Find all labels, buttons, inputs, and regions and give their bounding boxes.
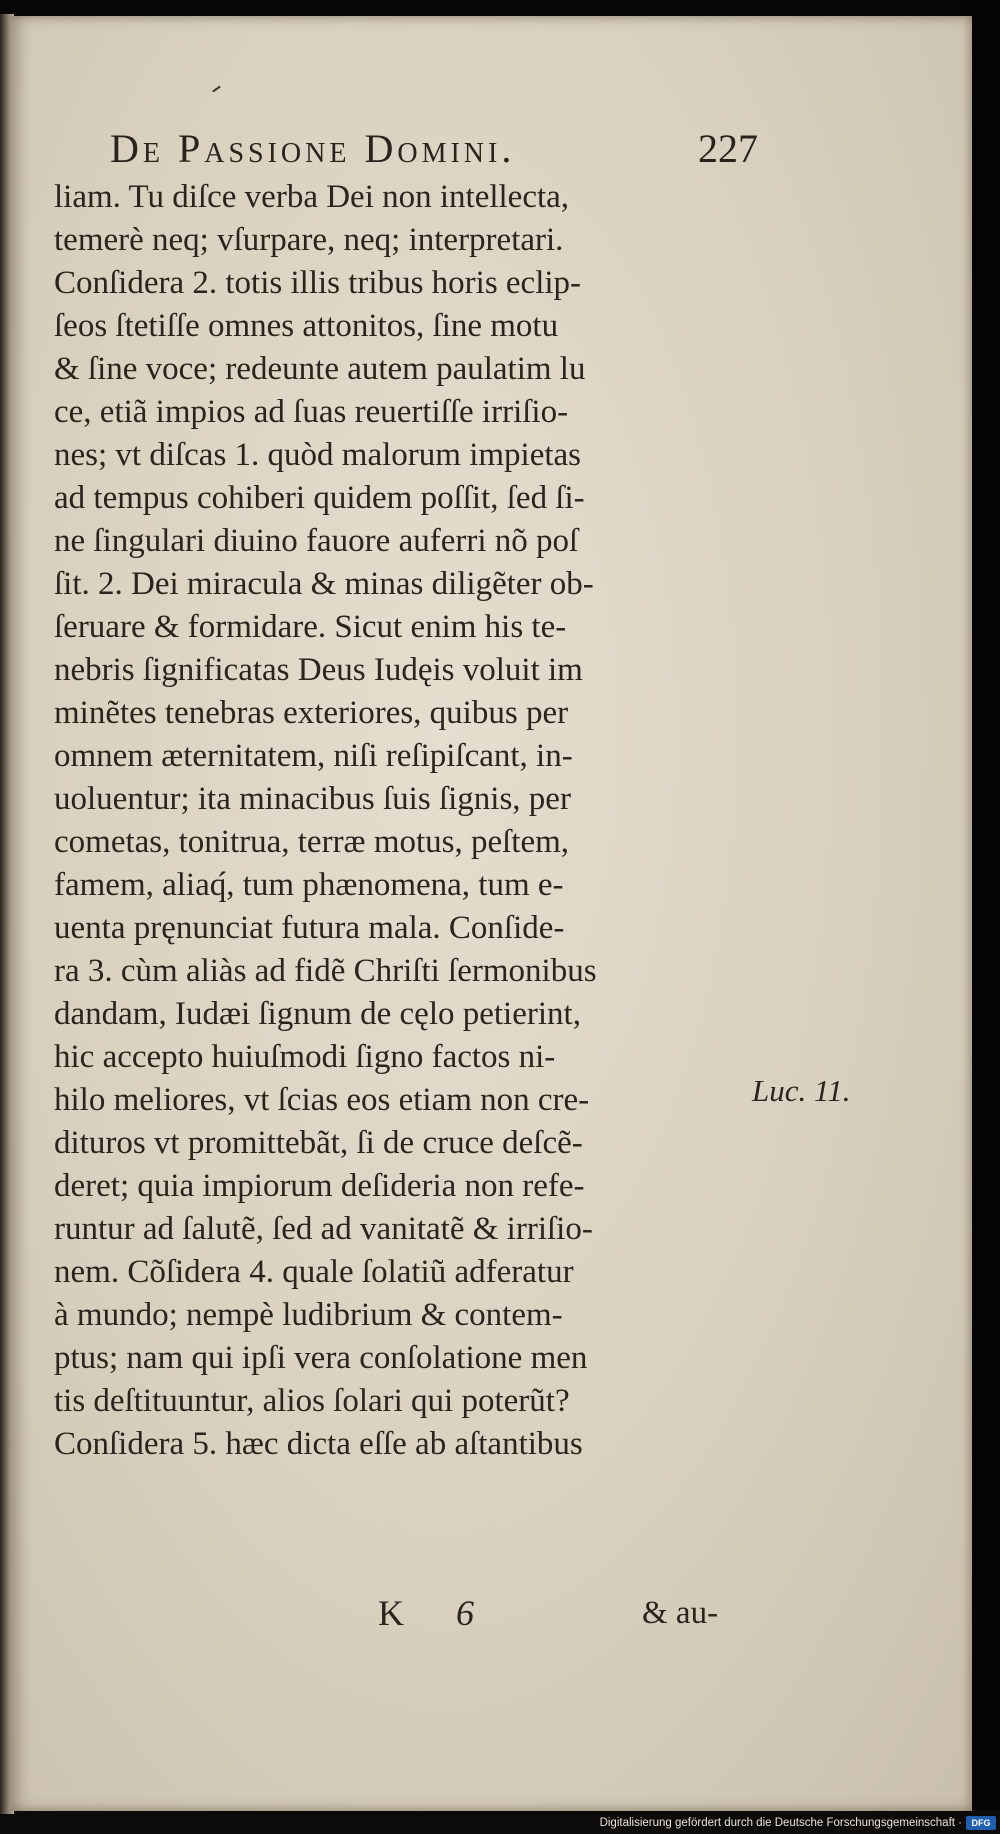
text-line: tis deſtituuntur, alios ſolari qui poterũt? [54, 1383, 570, 1419]
text-line: nes; vt diſcas 1. quòd malorum impietas [54, 437, 582, 473]
text-line: ſeos ſtetiſſe omnes attonitos, ſine motu [54, 308, 559, 344]
text-line: à mundo; nempè ludibrium & contem- [54, 1297, 563, 1333]
text-line: ce, etiã impios ad ſuas reuertiſſe irriſio- [54, 394, 569, 430]
text-line: hic accepto huiuſmodi ſigno factos ni- [54, 1039, 556, 1075]
text-line: temerè neq; vſurpare, neq; interpretari. [54, 222, 564, 258]
text-line: Conſidera 2. totis illis tribus horis eclip- [54, 265, 582, 301]
text-line: uenta pręnunciat futura mala. Conſide- [54, 910, 565, 946]
text-line: liam. Tu diſce verba Dei non intellecta, [54, 179, 570, 215]
running-title: De Passione Domini. [110, 126, 516, 171]
text-line: ad tempus cohiberi quidem poſſit, ſed ſi- [54, 480, 585, 516]
text-line: & ſine voce; redeunte autem paulatim lu [54, 351, 586, 387]
catchword: & au- [642, 1595, 719, 1631]
text-line: runtur ad ſalutẽ, ſed ad vanitatẽ & irriſio- [54, 1211, 593, 1247]
text-line: nem. Cõſidera 4. quale ſolatiũ adferatur [54, 1254, 574, 1290]
text-line: ra 3. cùm aliàs ad fidẽ Chriſti ſermonibus [54, 953, 597, 989]
text-line: hilo meliores, vt ſcias eos etiam non cre- [54, 1082, 590, 1118]
text-line: ſeruare & formidare. Sicut enim his te- [54, 609, 567, 645]
text-line: minẽtes tenebras exteriores, quibus per [54, 695, 569, 731]
text-line: ne ſingulari diuino fauore auferri nõ poſ [54, 523, 579, 559]
text-line: deret; quia impiorum deſideria non refe- [54, 1168, 585, 1204]
text-line: Conſidera 5. hæc dicta eſſe ab aſtantibus [54, 1426, 583, 1462]
signature-letter: K [378, 1593, 404, 1633]
text-line: omnem æternitatem, niſi reſipiſcant, in- [54, 738, 573, 774]
book-page [10, 16, 972, 1811]
text-line: dandam, Iudæi ſignum de cęlo petierint, [54, 996, 581, 1032]
text-line: famem, aliaq́, tum phænomena, tum e- [54, 867, 564, 903]
text-line: cometas, tonitrua, terræ motus, peſtem, [54, 824, 570, 860]
page-number: 227 [698, 126, 758, 171]
text-line: ſit. 2. Dei miracula & minas diligẽter ob- [54, 566, 594, 602]
text-line: ptus; nam qui ipſi vera conſolatione men [54, 1340, 588, 1376]
text-line: nebris ſignificatas Deus Iudęis voluit im [54, 652, 583, 688]
text-line: dituros vt promittebãt, ſi de cruce deſcẽ- [54, 1125, 583, 1161]
body-text [54, 176, 754, 1466]
scan-top-edge [0, 0, 1000, 16]
margin-note: Luc. 11. [752, 1073, 851, 1108]
signature-number: 6 [456, 1593, 474, 1633]
text-line: uoluentur; ita minacibus ſuis ſignis, per [54, 781, 571, 817]
digitization-credit: Digitalisierung gefördert durch die Deutsche Forschungsgemeinschaft · [599, 1817, 962, 1829]
dfg-logo: DFG [966, 1816, 996, 1830]
ink-tick-mark [212, 86, 221, 93]
